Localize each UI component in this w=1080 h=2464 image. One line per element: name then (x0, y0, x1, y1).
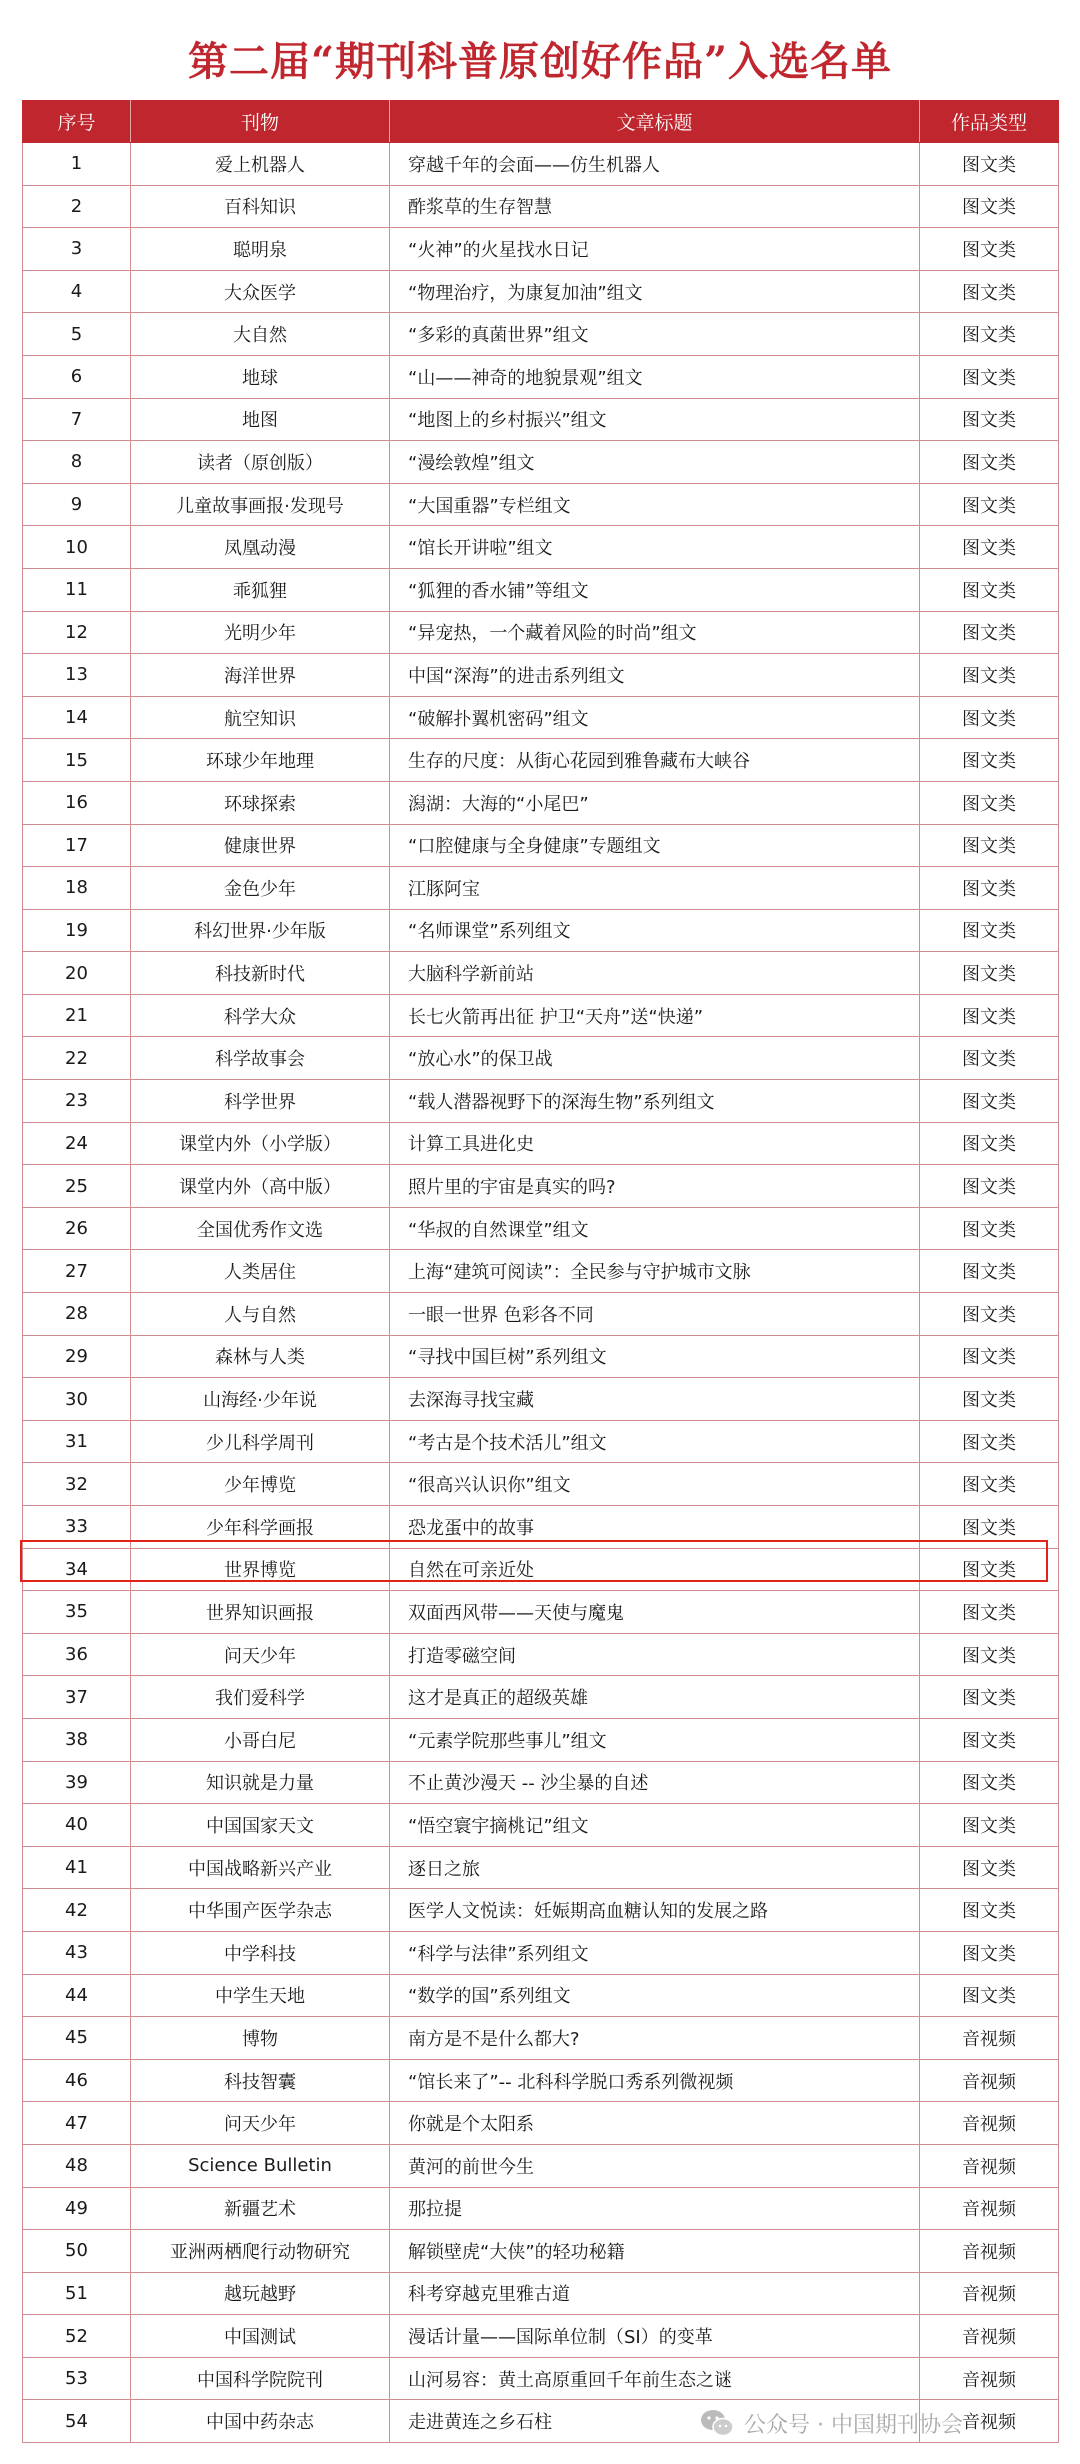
article-title: 这才是真正的超级英雄 (390, 1676, 920, 1719)
table-row (23, 1293, 1059, 1336)
work-type: 图文类 (920, 1463, 1059, 1506)
table-row (23, 1335, 1059, 1378)
article-title: 恐龙蛋中的故事 (390, 1506, 920, 1549)
article-title: 上海“建筑可阅读”：全民参与守护城市文脉 (390, 1250, 920, 1293)
article-title: “破解扑翼机密码”组文 (390, 696, 920, 739)
publication-name: 乖狐狸 (131, 568, 390, 611)
work-type: 图文类 (920, 1506, 1059, 1549)
table-row (23, 909, 1059, 952)
publication-name: 问天少年 (131, 1633, 390, 1676)
row-number: 32 (23, 1463, 131, 1506)
work-type: 图文类 (920, 739, 1059, 782)
article-title: 山河易容：黄土高原重回千年前生态之谜 (390, 2357, 920, 2400)
work-type: 图文类 (920, 909, 1059, 952)
row-number: 46 (23, 2059, 131, 2102)
row-number: 29 (23, 1335, 131, 1378)
row-number: 8 (23, 441, 131, 484)
row-number: 25 (23, 1165, 131, 1208)
table-row (23, 185, 1059, 228)
article-title: 那拉提 (390, 2187, 920, 2230)
row-number: 37 (23, 1676, 131, 1719)
work-type: 图文类 (920, 1207, 1059, 1250)
row-number: 11 (23, 568, 131, 611)
work-type: 图文类 (920, 1037, 1059, 1080)
article-title: 不止黄沙漫天 -- 沙尘暴的自述 (390, 1761, 920, 1804)
table-row (23, 313, 1059, 356)
article-title: “元素学院那些事儿”组文 (390, 1718, 920, 1761)
table-row (23, 1378, 1059, 1421)
row-number: 35 (23, 1591, 131, 1634)
row-number: 23 (23, 1080, 131, 1123)
publication-name: Science Bulletin (131, 2144, 390, 2187)
wechat-icon (700, 2408, 734, 2438)
article-title: “馆长来了”-- 北科科学脱口秀系列微视频 (390, 2059, 920, 2102)
publication-name: 小哥白尼 (131, 1718, 390, 1761)
work-type: 图文类 (920, 228, 1059, 271)
article-title: 打造零磁空间 (390, 1633, 920, 1676)
article-title: 科考穿越克里雅古道 (390, 2272, 920, 2315)
table-row (23, 2272, 1059, 2315)
publication-name: 中国中药杂志 (131, 2400, 390, 2443)
publication-name: 少儿科学周刊 (131, 1420, 390, 1463)
publication-name: 光明少年 (131, 611, 390, 654)
article-title: “数学的国”系列组文 (390, 1974, 920, 2017)
selection-table (22, 100, 1059, 2443)
publication-name: 爱上机器人 (131, 143, 390, 186)
work-type: 图文类 (920, 654, 1059, 697)
article-title: 潟湖：大海的“小尾巴” (390, 781, 920, 824)
table-row (23, 1676, 1059, 1719)
row-number: 43 (23, 1931, 131, 1974)
table-row (23, 654, 1059, 697)
publication-name: 全国优秀作文选 (131, 1207, 390, 1250)
publication-name: 中国测试 (131, 2315, 390, 2358)
row-number: 33 (23, 1506, 131, 1549)
row-number: 28 (23, 1293, 131, 1336)
publication-name: 世界博览 (131, 1548, 390, 1591)
publication-name: 凤凰动漫 (131, 526, 390, 569)
work-type: 图文类 (920, 1122, 1059, 1165)
work-type: 音视频 (920, 2230, 1059, 2273)
work-type: 音视频 (920, 2102, 1059, 2145)
article-title: 中国“深海”的进击系列组文 (390, 654, 920, 697)
work-type: 图文类 (920, 270, 1059, 313)
table-row (23, 1548, 1059, 1591)
publication-name: 中国科学院院刊 (131, 2357, 390, 2400)
table-row (23, 2230, 1059, 2273)
publication-name: 大众医学 (131, 270, 390, 313)
publication-name: 少年博览 (131, 1463, 390, 1506)
publication-name: 百科知识 (131, 185, 390, 228)
article-title: “口腔健康与全身健康”专题组文 (390, 824, 920, 867)
row-number: 49 (23, 2187, 131, 2230)
publication-name: 科学故事会 (131, 1037, 390, 1080)
table-body (23, 143, 1059, 2443)
table-row (23, 1122, 1059, 1165)
article-title: “大国重器”专栏组文 (390, 483, 920, 526)
row-number: 47 (23, 2102, 131, 2145)
article-title: 漫话计量——国际单位制（SI）的变革 (390, 2315, 920, 2358)
table-row (23, 1591, 1059, 1634)
row-number: 44 (23, 1974, 131, 2017)
row-number: 6 (23, 355, 131, 398)
publication-name: 海洋世界 (131, 654, 390, 697)
table-row (23, 1080, 1059, 1123)
publication-name: 儿童故事画报·发现号 (131, 483, 390, 526)
row-number: 36 (23, 1633, 131, 1676)
row-number: 30 (23, 1378, 131, 1421)
row-number: 34 (23, 1548, 131, 1591)
row-number: 4 (23, 270, 131, 313)
table-row (23, 611, 1059, 654)
work-type: 图文类 (920, 824, 1059, 867)
article-title: “异宠热，一个藏着风险的时尚”组文 (390, 611, 920, 654)
article-title: 计算工具进化史 (390, 1122, 920, 1165)
row-number: 1 (23, 143, 131, 186)
publication-name: 新疆艺术 (131, 2187, 390, 2230)
article-title: “科学与法律”系列组文 (390, 1931, 920, 1974)
row-number: 26 (23, 1207, 131, 1250)
row-number: 7 (23, 398, 131, 441)
article-title: 解锁壁虎“大侠”的轻功秘籍 (390, 2230, 920, 2273)
publication-name: 中学科技 (131, 1931, 390, 1974)
publication-name: 聪明泉 (131, 228, 390, 271)
table-row (23, 1804, 1059, 1847)
header-publication: 刊物 (131, 101, 390, 143)
work-type: 图文类 (920, 313, 1059, 356)
table-row (23, 867, 1059, 910)
work-type: 音视频 (920, 2144, 1059, 2187)
article-title: “多彩的真菌世界”组文 (390, 313, 920, 356)
article-title: 你就是个太阳系 (390, 2102, 920, 2145)
work-type: 图文类 (920, 1974, 1059, 2017)
row-number: 13 (23, 654, 131, 697)
publication-name: 地球 (131, 355, 390, 398)
row-number: 40 (23, 1804, 131, 1847)
row-number: 27 (23, 1250, 131, 1293)
publication-name: 人与自然 (131, 1293, 390, 1336)
table-row (23, 1761, 1059, 1804)
work-type: 图文类 (920, 994, 1059, 1037)
publication-name: 越玩越野 (131, 2272, 390, 2315)
work-type: 图文类 (920, 1378, 1059, 1421)
table-row (23, 1931, 1059, 1974)
table-row (23, 1463, 1059, 1506)
table-row (23, 994, 1059, 1037)
work-type: 图文类 (920, 1718, 1059, 1761)
article-title: 走进黄连之乡石柱 (390, 2400, 920, 2443)
publication-name: 中国国家天文 (131, 1804, 390, 1847)
table-row (23, 1506, 1059, 1549)
table-row (23, 2017, 1059, 2060)
article-title: “狐狸的香水铺”等组文 (390, 568, 920, 611)
row-number: 14 (23, 696, 131, 739)
publication-name: 中学生天地 (131, 1974, 390, 2017)
row-number: 20 (23, 952, 131, 995)
publication-name: 知识就是力量 (131, 1761, 390, 1804)
header-work-type: 作品类型 (920, 101, 1059, 143)
publication-name: 亚洲两栖爬行动物研究 (131, 2230, 390, 2273)
row-number: 42 (23, 1889, 131, 1932)
row-number: 41 (23, 1846, 131, 1889)
table-row (23, 355, 1059, 398)
table-row (23, 1207, 1059, 1250)
publication-name: 航空知识 (131, 696, 390, 739)
row-number: 16 (23, 781, 131, 824)
table-row (23, 1974, 1059, 2017)
article-title: “地图上的乡村振兴”组文 (390, 398, 920, 441)
table-row (23, 143, 1059, 186)
table-row (23, 483, 1059, 526)
publication-name: 世界知识画报 (131, 1591, 390, 1634)
article-title: “漫绘敦煌”组文 (390, 441, 920, 484)
row-number: 45 (23, 2017, 131, 2060)
table-row (23, 526, 1059, 569)
table-header-row (23, 101, 1059, 143)
table-row (23, 2187, 1059, 2230)
publication-name: 科幻世界·少年版 (131, 909, 390, 952)
work-type: 图文类 (920, 952, 1059, 995)
row-number: 19 (23, 909, 131, 952)
article-title: 江豚阿宝 (390, 867, 920, 910)
page-title: 第二届“期刊科普原创好作品”入选名单 (187, 38, 892, 85)
work-type: 图文类 (920, 1548, 1059, 1591)
publication-name: 科技智囊 (131, 2059, 390, 2102)
watermark (700, 2405, 963, 2441)
article-title: “名师课堂”系列组文 (390, 909, 920, 952)
publication-name: 地图 (131, 398, 390, 441)
work-type: 图文类 (920, 611, 1059, 654)
publication-name: 科学世界 (131, 1080, 390, 1123)
row-number: 22 (23, 1037, 131, 1080)
table-row (23, 2102, 1059, 2145)
row-number: 21 (23, 994, 131, 1037)
table-row (23, 2315, 1059, 2358)
article-title: 长七火箭再出征 护卫“天舟”送“快递” (390, 994, 920, 1037)
work-type: 图文类 (920, 1676, 1059, 1719)
publication-name: 博物 (131, 2017, 390, 2060)
work-type: 图文类 (920, 526, 1059, 569)
publication-name: 中国战略新兴产业 (131, 1846, 390, 1889)
article-title: 大脑科学新前站 (390, 952, 920, 995)
table-row (23, 1420, 1059, 1463)
article-title: “寻找中国巨树”系列组文 (390, 1335, 920, 1378)
work-type: 音视频 (920, 2357, 1059, 2400)
row-number: 15 (23, 739, 131, 782)
row-number: 53 (23, 2357, 131, 2400)
article-title: “馆长开讲啦”组文 (390, 526, 920, 569)
work-type: 图文类 (920, 355, 1059, 398)
article-title: “山——神奇的地貌景观”组文 (390, 355, 920, 398)
table-row (23, 781, 1059, 824)
row-number: 2 (23, 185, 131, 228)
row-number: 9 (23, 483, 131, 526)
table-row (23, 398, 1059, 441)
work-type: 图文类 (920, 1591, 1059, 1634)
article-title: 双面西风带——天使与魔鬼 (390, 1591, 920, 1634)
publication-name: 山海经·少年说 (131, 1378, 390, 1421)
table-row (23, 1250, 1059, 1293)
header-number: 序号 (23, 101, 131, 143)
table-row (23, 1889, 1059, 1932)
work-type: 图文类 (920, 867, 1059, 910)
table-row (23, 952, 1059, 995)
publication-name: 健康世界 (131, 824, 390, 867)
work-type: 图文类 (920, 696, 1059, 739)
work-type: 图文类 (920, 1080, 1059, 1123)
publication-name: 环球少年地理 (131, 739, 390, 782)
article-title: “考古是个技术活儿”组文 (390, 1420, 920, 1463)
work-type: 音视频 (920, 2400, 1059, 2443)
publication-name: 金色少年 (131, 867, 390, 910)
article-title: “放心水”的保卫战 (390, 1037, 920, 1080)
table-row (23, 2059, 1059, 2102)
table-row (23, 568, 1059, 611)
publication-name: 科技新时代 (131, 952, 390, 995)
article-title: “华叔的自然课堂”组文 (390, 1207, 920, 1250)
row-number: 38 (23, 1718, 131, 1761)
publication-name: 问天少年 (131, 2102, 390, 2145)
row-number: 50 (23, 2230, 131, 2273)
table-row (23, 1718, 1059, 1761)
article-title: 穿越千年的会面——仿生机器人 (390, 143, 920, 186)
article-title: 医学人文悦读：妊娠期高血糖认知的发展之路 (390, 1889, 920, 1932)
publication-name: 读者（原创版） (131, 441, 390, 484)
work-type: 图文类 (920, 1165, 1059, 1208)
work-type: 图文类 (920, 781, 1059, 824)
work-type: 图文类 (920, 1804, 1059, 1847)
article-title: 照片里的宇宙是真实的吗? (390, 1165, 920, 1208)
publication-name: 我们爱科学 (131, 1676, 390, 1719)
publication-name: 少年科学画报 (131, 1506, 390, 1549)
article-title: 南方是不是什么都大? (390, 2017, 920, 2060)
table-row (23, 1846, 1059, 1889)
article-title: “很高兴认识你”组文 (390, 1463, 920, 1506)
row-number: 12 (23, 611, 131, 654)
watermark-text: 公众号 · 中国期刊协会 (744, 2412, 963, 2438)
work-type: 图文类 (920, 185, 1059, 228)
work-type: 图文类 (920, 1250, 1059, 1293)
header-article-title: 文章标题 (390, 101, 920, 143)
table-row (23, 824, 1059, 867)
row-number: 24 (23, 1122, 131, 1165)
row-number: 10 (23, 526, 131, 569)
table-row (23, 2357, 1059, 2400)
table-row (23, 1633, 1059, 1676)
work-type: 音视频 (920, 2272, 1059, 2315)
publication-name: 大自然 (131, 313, 390, 356)
work-type: 图文类 (920, 1420, 1059, 1463)
row-number: 31 (23, 1420, 131, 1463)
work-type: 图文类 (920, 1633, 1059, 1676)
work-type: 图文类 (920, 398, 1059, 441)
publication-name: 课堂内外（高中版） (131, 1165, 390, 1208)
table-row (23, 2144, 1059, 2187)
row-number: 48 (23, 2144, 131, 2187)
table-row (23, 228, 1059, 271)
article-title: 去深海寻找宝藏 (390, 1378, 920, 1421)
table-row (23, 696, 1059, 739)
article-title: “载人潜器视野下的深海生物”系列组文 (390, 1080, 920, 1123)
row-number: 54 (23, 2400, 131, 2443)
work-type: 图文类 (920, 143, 1059, 186)
row-number: 3 (23, 228, 131, 271)
table-row (23, 441, 1059, 484)
work-type: 图文类 (920, 1889, 1059, 1932)
publication-name: 科学大众 (131, 994, 390, 1037)
work-type: 图文类 (920, 1931, 1059, 1974)
article-title: 自然在可亲近处 (390, 1548, 920, 1591)
work-type: 图文类 (920, 1293, 1059, 1336)
article-title: 生存的尺度：从街心花园到雅鲁藏布大峡谷 (390, 739, 920, 782)
article-title: 一眼一世界 色彩各不同 (390, 1293, 920, 1336)
publication-name: 森林与人类 (131, 1335, 390, 1378)
work-type: 音视频 (920, 2017, 1059, 2060)
row-number: 18 (23, 867, 131, 910)
work-type: 图文类 (920, 1846, 1059, 1889)
row-number: 51 (23, 2272, 131, 2315)
work-type: 图文类 (920, 1761, 1059, 1804)
table-row (23, 1165, 1059, 1208)
article-title: 黄河的前世今生 (390, 2144, 920, 2187)
article-title: “火神”的火星找水日记 (390, 228, 920, 271)
table-row (23, 739, 1059, 782)
publication-name: 中华围产医学杂志 (131, 1889, 390, 1932)
publication-name: 课堂内外（小学版） (131, 1122, 390, 1165)
work-type: 图文类 (920, 1335, 1059, 1378)
work-type: 音视频 (920, 2315, 1059, 2358)
work-type: 图文类 (920, 441, 1059, 484)
work-type: 音视频 (920, 2187, 1059, 2230)
work-type: 图文类 (920, 568, 1059, 611)
row-number: 52 (23, 2315, 131, 2358)
work-type: 音视频 (920, 2059, 1059, 2102)
publication-name: 人类居住 (131, 1250, 390, 1293)
row-number: 5 (23, 313, 131, 356)
row-number: 17 (23, 824, 131, 867)
article-title: “物理治疗，为康复加油”组文 (390, 270, 920, 313)
article-title: 酢浆草的生存智慧 (390, 185, 920, 228)
table-row (23, 270, 1059, 313)
row-number: 39 (23, 1761, 131, 1804)
work-type: 图文类 (920, 483, 1059, 526)
article-title: “悟空寰宇摘桃记”组文 (390, 1804, 920, 1847)
publication-name: 环球探索 (131, 781, 390, 824)
table-row (23, 1037, 1059, 1080)
article-title: 逐日之旅 (390, 1846, 920, 1889)
